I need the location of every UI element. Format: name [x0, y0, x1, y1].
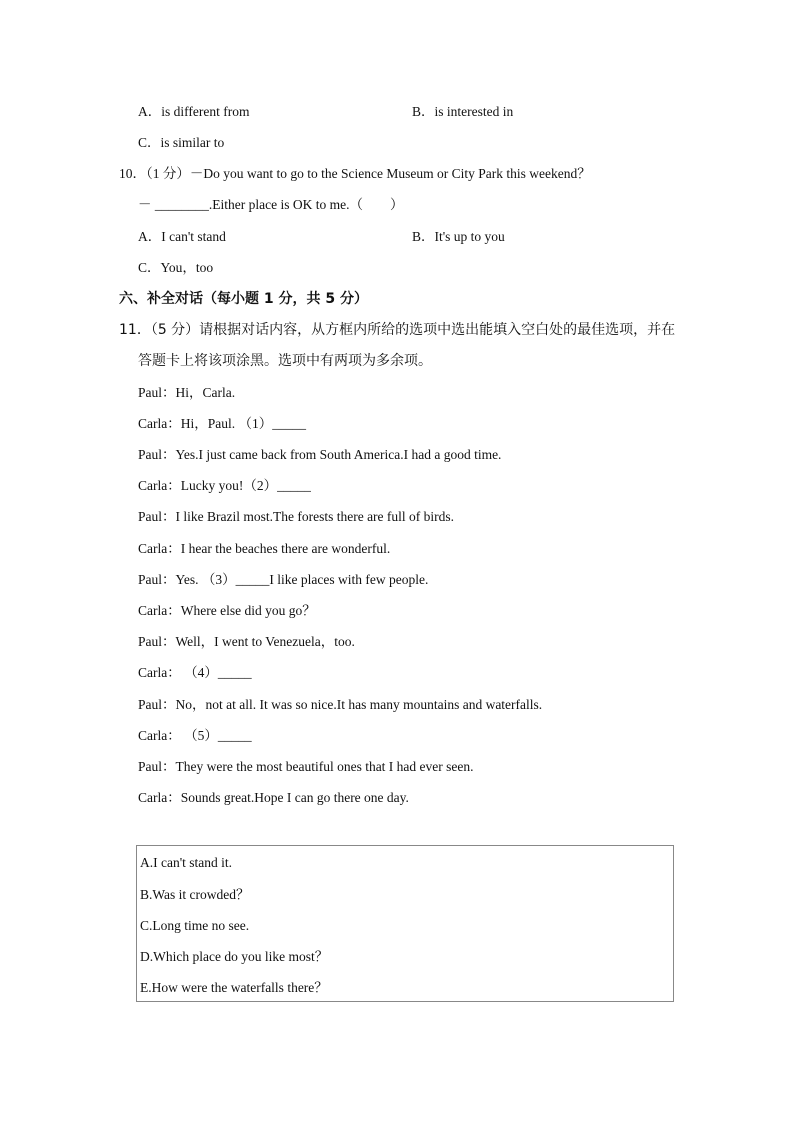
dialogue-line: Carla：Sounds great.Hope I can go there one day. [138, 790, 409, 805]
q10-stem: 10．（1 分）－Do you want to go to the Science Museum or City Park this weekend？ [119, 166, 591, 181]
dialogue-line: Paul：Well，I went to Venezuela，too. [138, 634, 355, 649]
q10-option-c: C．You，too [138, 260, 214, 275]
q9-option-c: C．is similar to [138, 135, 225, 150]
dialogue-line: Paul：Yes. （3）_____I like places with few people. [138, 572, 429, 587]
choice-a: A.I can't stand it. [140, 855, 233, 870]
q10-option-b: B．It's up to you [412, 229, 505, 244]
choice-d: D.Which place do you like most？ [140, 949, 329, 964]
dialogue-line: Paul：Hi，Carla. [138, 385, 236, 400]
section-6-title: 六、补全对话（每小题 1 分，共 5 分） [119, 291, 368, 307]
choice-c: C.Long time no see. [140, 918, 250, 933]
choices-box [136, 845, 674, 1002]
q9-option-b: B．is interested in [412, 104, 514, 119]
dialogue-line: Paul：Yes.I just came back from South America.I had a good time. [138, 447, 502, 462]
dialogue-line: Paul：No，not at all. It was so nice.It has many mountains and waterfalls. [138, 697, 543, 712]
dialogue-line: Carla：I hear the beaches there are wonderful. [138, 541, 391, 556]
dialogue-line: Carla： （5）_____ [138, 728, 252, 743]
choice-e: E.How were the waterfalls there？ [140, 980, 328, 995]
q9-option-a: A．is different from [138, 104, 250, 119]
dialogue-line: Carla：Where else did you go？ [138, 603, 316, 618]
dialogue-line: Carla： （4）_____ [138, 665, 252, 680]
dialogue-line: Carla：Lucky you!（2）_____ [138, 478, 311, 493]
choice-b: B.Was it crowded？ [140, 887, 250, 902]
dialogue-line: Paul：They were the most beautiful ones that I had ever seen. [138, 759, 474, 774]
dialogue-line: Carla：Hi，Paul. （1）_____ [138, 416, 306, 431]
q11-stem-line2: 答题卡上将该项涂黑。选项中有两项为多余项。 [138, 353, 432, 369]
dialogue-line: Paul：I like Brazil most.The forests there are full of birds. [138, 509, 455, 524]
q11-stem-line1: 11．（5 分）请根据对话内容，从方框内所给的选项中选出能填入空白处的最佳选项，并在 [119, 322, 676, 338]
q10-option-a: A．I can't stand [138, 229, 226, 244]
q10-response: － ________.Either place is OK to me.（ ） [138, 197, 404, 212]
